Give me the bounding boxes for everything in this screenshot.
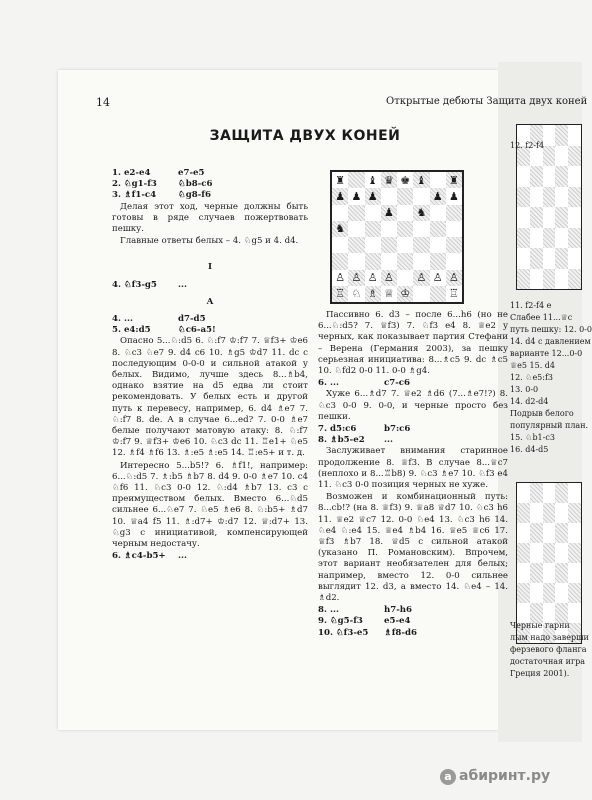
- chapter-title: ЗАЩИТА ДВУХ КОНЕЙ: [209, 128, 401, 144]
- black-move: h7-h6: [384, 605, 413, 616]
- black-move: ...: [178, 279, 187, 290]
- paragraph: Возможен и комбинационный путь: 8...cb!? (на 8. ♕f3) 9. ♕a8 ♕d7 10. ♘c3 h6 11. ♕e2 ♕c7 12. 0-0 ♘e4 13. ♘c3 h6 14. ♘e4 ♘:e4 15. ♕e4 ♗b4 16. ♕e5 ♕c6 17. ♕f3 ♗b7 18. ♕d5 с сильной атакой (указано П. Романовским). Впрочем, этот вариант необязателен для белых; например, вместо 12. 0-0 сильнее выглядит 12. d3, а вместо 14. ♘e4 – 14. ♗d2.: [318, 492, 508, 604]
- side-page-line: ферзевого фланга: [510, 645, 587, 654]
- board-square: [543, 523, 556, 543]
- chess-piece-icon: ♖: [335, 287, 346, 301]
- chess-piece-icon: ♙: [367, 271, 378, 285]
- board-square: [530, 166, 543, 187]
- board-square: [348, 286, 364, 302]
- board-square: [430, 172, 446, 188]
- board-square: [568, 483, 581, 503]
- board-square: [530, 269, 543, 290]
- board-square: [365, 237, 381, 253]
- board-square: [365, 286, 381, 302]
- chess-piece-icon: ♘: [351, 287, 362, 301]
- board-square: [568, 228, 581, 249]
- board-square: [430, 286, 446, 302]
- board-square: [517, 207, 530, 228]
- side-page-line: 15. ♘b1-c3: [510, 433, 555, 442]
- side-page-line: путь пешку: 12. 0-0: [510, 325, 592, 334]
- side-page-line: 11. f2-f4 e: [510, 301, 552, 310]
- board-square: [430, 188, 446, 204]
- board-square: [568, 583, 581, 603]
- board-square: [365, 172, 381, 188]
- board-square: [332, 221, 348, 237]
- black-move: ...: [384, 435, 393, 446]
- side-page-line: ♕e5 15. d4: [510, 361, 556, 370]
- board-square: [530, 187, 543, 208]
- board-square: [517, 543, 530, 563]
- move-line: [112, 551, 308, 562]
- chess-piece-icon: ♟: [448, 189, 459, 203]
- move-line: [112, 190, 308, 201]
- board-square: [555, 269, 568, 290]
- board-square: [568, 563, 581, 583]
- chess-piece-icon: ♙: [351, 271, 362, 285]
- white-move: 3. ♗f1-c4: [112, 190, 157, 201]
- board-square: [381, 270, 397, 286]
- white-move: 5. e4:d5: [112, 325, 151, 336]
- move-line: [112, 179, 308, 190]
- chess-piece-icon: ♚: [400, 173, 411, 187]
- move-line: [112, 325, 308, 336]
- white-move: 8. ♗b5-e2: [318, 435, 365, 446]
- board-square: [530, 523, 543, 543]
- board-square: [430, 270, 446, 286]
- black-move: ♘b8-c6: [178, 179, 213, 190]
- board-square: [348, 172, 364, 188]
- side-page-line: популярный план.: [510, 421, 589, 430]
- board-square: [397, 221, 413, 237]
- section-number: I: [207, 262, 213, 273]
- page-number: 14: [96, 96, 110, 109]
- board-square: [397, 286, 413, 302]
- board-square: [413, 221, 429, 237]
- board-square: [530, 207, 543, 228]
- watermark-text: абиринт.ру: [459, 768, 551, 784]
- white-move: 6. ...: [318, 378, 339, 389]
- board-square: [413, 286, 429, 302]
- board-square: [348, 221, 364, 237]
- paragraph: Заслуживает внимания старинное продолжение 8. ♕f3. В случае 8...♕c7 (неплохо и 8...♖b8) 9. ♘c3 ♗e7 10. ♘f3 e4 11. ♘c3 0-0 позиция черных не хуже.: [318, 446, 508, 491]
- board-square: [543, 228, 556, 249]
- board-square: [446, 286, 462, 302]
- move-line: [318, 424, 508, 435]
- white-move: 8. ...: [318, 605, 339, 616]
- move-line: [318, 628, 508, 639]
- chess-piece-icon: ♕: [383, 287, 394, 301]
- white-move: 6. ♗c4-b5+: [112, 551, 166, 562]
- board-square: [543, 563, 556, 583]
- paragraph: Интересно 5...b5!? 6. ♗f1!, например: 6...♘:d5 7. ♗:b5 ♗b7 8. d4 9. 0-0 ♗e7 10. c4 ♘f6 11. ♘c3 0-0 12. ♘:d4 ♗b7 13. c3 с преимуществом белых. Вместо 6...♘d5 сильнее 6...♘e7 7. ♘e5 ♗e6 8. ♘:b5+ ♗d7 10. ♕a4 f5 11. ♗:d7+ ♔:d7 12. ♕:d7+ 13. ♘g3 с инициативой, компенсирующей черным недостачу.: [112, 460, 308, 550]
- board-square: [543, 543, 556, 563]
- board-square: [381, 172, 397, 188]
- chess-piece-icon: ♜: [448, 173, 459, 187]
- section-letter: А: [206, 296, 214, 307]
- board-square: [365, 253, 381, 269]
- black-move: e7-e5: [178, 168, 205, 178]
- board-square: [568, 125, 581, 146]
- board-square: [543, 483, 556, 503]
- board-square: [397, 188, 413, 204]
- board-square: [446, 237, 462, 253]
- chess-piece-icon: ♝: [367, 173, 378, 187]
- chess-piece-icon: ♝: [416, 173, 427, 187]
- board-square: [543, 248, 556, 269]
- paragraph: Опасно 5...♘:d5 6. ♘:f7 ♔:f7 7. ♕f3+ ♔e6 8. ♘c3 ♘e7 9. d4 c6 10. ♗g5 ♔d7 11. dc с последующим 0-0-0 и сильной атакой у белых. Видимо, лучше здесь 8...♗b4, однако взятие на d5 едва ли стоит рекомендовать. У белых есть и другой путь к перевесу, например, 6. d4 ♗e7 7. ♘:f7 8. de. А в случае 6...ed? 7. 0-0 ♗e7 белые получают матовую атаку: 8. ♘:f7 ♔:f7 9. ♕f3+ ♔e6 10. ♘c3 dc 11. ♖e1+ ♘e5 12. ♗f4 ♗f6 13. ♗:e5 ♗:e5 14. ♖:e5+ и т. д.: [112, 336, 308, 459]
- chess-piece-icon: ♗: [367, 287, 378, 301]
- board-square: [517, 583, 530, 603]
- board-square: [348, 237, 364, 253]
- board-square: [397, 172, 413, 188]
- chess-piece-icon: ♟: [335, 189, 346, 203]
- board-square: [568, 166, 581, 187]
- board-square: [555, 563, 568, 583]
- chess-piece-icon: ♟: [351, 189, 362, 203]
- board-square: [430, 237, 446, 253]
- board-square: [555, 583, 568, 603]
- board-square: [555, 166, 568, 187]
- board-square: [555, 503, 568, 523]
- paragraph: Главные ответы белых – 4. ♘g5 и 4. d4.: [120, 236, 299, 247]
- board-square: [348, 205, 364, 221]
- move-line: [318, 435, 508, 446]
- board-square: [568, 207, 581, 228]
- side-page-line: варианте 12...0-0: [510, 349, 583, 358]
- board-square: [332, 188, 348, 204]
- board-square: [365, 270, 381, 286]
- board-square: [568, 269, 581, 290]
- board-square: [568, 523, 581, 543]
- board-square: [517, 228, 530, 249]
- chess-piece-icon: ♙: [448, 271, 459, 285]
- board-square: [530, 483, 543, 503]
- black-move: ♘g8-f6: [178, 190, 211, 201]
- board-square: [517, 166, 530, 187]
- board-square: [543, 207, 556, 228]
- move-line: [318, 378, 508, 389]
- board-square: [555, 248, 568, 269]
- black-move: c7-c6: [384, 378, 410, 389]
- board-square: [530, 248, 543, 269]
- board-square: [555, 543, 568, 563]
- board-square: [543, 187, 556, 208]
- black-move: ♗f8-d6: [384, 627, 417, 638]
- board-square: [517, 503, 530, 523]
- chess-diagram: [330, 170, 464, 304]
- board-square: [543, 583, 556, 603]
- board-square: [446, 253, 462, 269]
- board-square: [381, 253, 397, 269]
- board-square: [543, 503, 556, 523]
- board-square: [517, 563, 530, 583]
- side-page-line: 12. ♘e5:f3: [510, 373, 554, 382]
- paragraph: Пассивно 6. d3 – после 6...h6 (но не 6...♘:d5? 7. ♕f3) 7. ♘f3 e4 8. ♕e2 у черных, как показывает партия Стефани – Верена (Германия 2003), за пешку серьезная инициатива: 8...♗c5 9. dc ♗c5 10. ♘fd2 0-0 11. 0-0 ♗g4.: [318, 310, 508, 377]
- move-line: [112, 314, 308, 325]
- board-square: [413, 253, 429, 269]
- side-page-line: 16. d4-d5: [510, 445, 549, 454]
- board-square: [568, 543, 581, 563]
- white-move: 7. d5:c6: [318, 424, 357, 435]
- chess-piece-icon: ♙: [432, 271, 443, 285]
- board-square: [568, 248, 581, 269]
- board-square: [446, 188, 462, 204]
- black-move: b7:c6: [384, 424, 411, 435]
- chess-piece-icon: ♜: [335, 173, 346, 187]
- white-move: 4. ...: [112, 314, 133, 325]
- board-square: [381, 286, 397, 302]
- board-square: [332, 270, 348, 286]
- white-move: 2. ♘g1-f3: [112, 179, 157, 190]
- board-square: [348, 188, 364, 204]
- board-square: [530, 228, 543, 249]
- board-square: [543, 125, 556, 146]
- board-square: [332, 205, 348, 221]
- white-move: 1. e2-e4: [112, 168, 151, 178]
- board-square: [543, 166, 556, 187]
- board-square: [446, 270, 462, 286]
- left-column: [112, 168, 308, 563]
- side-page-line: Греция 2001).: [510, 669, 570, 678]
- board-square: [555, 207, 568, 228]
- board-square: [397, 237, 413, 253]
- board-square: [332, 286, 348, 302]
- board-square: [381, 237, 397, 253]
- chess-piece-icon: ♙: [383, 271, 394, 285]
- board-square: [555, 483, 568, 503]
- board-square: [568, 603, 581, 623]
- black-move: ♘c6-a5!: [178, 325, 216, 336]
- board-square: [543, 269, 556, 290]
- chess-piece-icon: ♖: [448, 287, 459, 301]
- chess-piece-icon: ♙: [416, 271, 427, 285]
- board-square: [397, 253, 413, 269]
- chess-piece-icon: ♞: [416, 206, 427, 220]
- chess-piece-icon: ♟: [432, 189, 443, 203]
- white-move: 9. ♘g5-f3: [318, 616, 363, 627]
- board-square: [530, 543, 543, 563]
- board-square: [332, 253, 348, 269]
- board-square: [446, 172, 462, 188]
- chess-piece-icon: ♙: [335, 271, 346, 285]
- board-square: [555, 146, 568, 167]
- board-square: [446, 205, 462, 221]
- board-square: [446, 221, 462, 237]
- board-square: [381, 188, 397, 204]
- chess-piece-icon: ♟: [383, 206, 394, 220]
- board-square: [530, 563, 543, 583]
- board-square: [365, 188, 381, 204]
- board-square: [568, 503, 581, 523]
- chess-piece-icon: ♞: [335, 222, 346, 236]
- board-square: [348, 270, 364, 286]
- board-square: [381, 221, 397, 237]
- board-square: [530, 503, 543, 523]
- board-square: [517, 248, 530, 269]
- board-square: [430, 221, 446, 237]
- board-square: [517, 483, 530, 503]
- board-square: [397, 205, 413, 221]
- board-square: [381, 205, 397, 221]
- board-square: [517, 187, 530, 208]
- board-square: [555, 523, 568, 543]
- board-square: [332, 172, 348, 188]
- side-page-line: 14. d2-d4: [510, 397, 549, 406]
- board-square: [430, 253, 446, 269]
- move-line: [318, 616, 508, 627]
- chess-piece-icon: ♔: [400, 287, 411, 301]
- move-line: [112, 168, 308, 179]
- board-square: [413, 270, 429, 286]
- board-square: [517, 523, 530, 543]
- chess-board: [332, 172, 462, 302]
- labirint-logo-icon: а: [440, 769, 456, 785]
- side-page-line: 13. 0-0: [510, 385, 539, 394]
- board-square: [332, 237, 348, 253]
- board-square: [348, 253, 364, 269]
- board-square: [413, 188, 429, 204]
- chess-piece-icon: ♟: [367, 189, 378, 203]
- paragraph: Хуже 6...♗d7 7. ♕e2 ♗d6 (7...♗e7!?) 8. ♘c3 0-0 9. 0-0, и черные просто без пешки.: [318, 389, 508, 422]
- white-move: 10. ♘f3-e5: [318, 627, 369, 638]
- board-square: [413, 172, 429, 188]
- board-square: [568, 146, 581, 167]
- board-square: [530, 583, 543, 603]
- side-page-line: лым надо заверши: [510, 633, 589, 642]
- side-page-line: Подрыв белого: [510, 409, 574, 418]
- board-square: [555, 228, 568, 249]
- black-move: e5-e4: [384, 616, 411, 627]
- board-square: [555, 187, 568, 208]
- site-watermark: [440, 768, 550, 785]
- board-square: [413, 205, 429, 221]
- running-head: Открытые дебюты Защита двух коней: [386, 96, 588, 107]
- black-move: d7-d5: [178, 314, 206, 325]
- board-square: [430, 205, 446, 221]
- board-square: [543, 146, 556, 167]
- move-line: [112, 280, 308, 291]
- chess-piece-icon: ♛: [383, 173, 394, 187]
- board-square: [413, 237, 429, 253]
- board-square: [568, 187, 581, 208]
- board-square: [365, 205, 381, 221]
- white-move: 4. ♘f3-g5: [112, 279, 157, 290]
- side-page-line: 14. d4 с давлением: [510, 337, 591, 346]
- side-page-line: 12. f2-f4: [510, 141, 545, 150]
- board-square: [397, 270, 413, 286]
- board-square: [365, 221, 381, 237]
- paragraph: Делая этот ход, черные должны быть готовы в ряде случаев пожертвовать пешку.: [112, 201, 308, 235]
- side-page-line: Слабее 11...♕c: [510, 313, 573, 322]
- black-move: ...: [178, 551, 187, 562]
- side-page-line: достаточная игра: [510, 657, 586, 666]
- side-page-line: Черные гарни: [510, 621, 570, 630]
- board-square: [555, 125, 568, 146]
- right-column: [318, 310, 508, 639]
- move-line: [318, 605, 508, 616]
- board-square: [517, 269, 530, 290]
